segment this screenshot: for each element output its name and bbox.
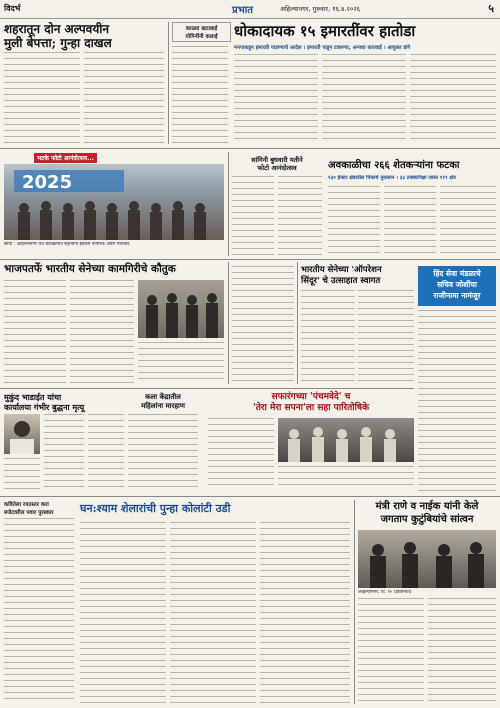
photo-story-tag: भटके फोटो आनंदोत्सव...	[34, 153, 97, 163]
mid-story-headline: सांगिनी बुधवारी मतीने फोटो आनंदोत्सव	[251, 156, 303, 172]
story4-body-col3	[440, 186, 496, 256]
story11-body-col2	[170, 522, 256, 704]
story8-body-col0	[4, 458, 40, 490]
story5-body-col3	[138, 342, 224, 384]
condolence-visit-illustration	[358, 530, 496, 588]
story6-body-col1	[301, 290, 355, 384]
story3-body-col2	[322, 54, 406, 144]
story5-body-col1	[4, 280, 66, 384]
page-header	[0, 0, 500, 19]
story9-body	[128, 414, 198, 490]
section-divider	[0, 148, 500, 149]
story11-headline: घन:श्याम शेलारांची पुन्हा कोलांटी उडी	[80, 502, 231, 515]
story1-headline: शहरातून दोन अल्पवयीन मुली बेपत्ता; गुन्हा दाखल	[4, 22, 112, 50]
event-photo	[4, 164, 224, 240]
column-divider	[297, 262, 298, 384]
person-portrait-illustration	[4, 414, 40, 454]
story5-body-col2	[70, 280, 134, 384]
stage-group-illustration	[278, 418, 414, 462]
photo-caption: छाया : अहिल्यानगर येथे कार्यक्रमात सहभागी झालेले नागरिक आणि मान्यवर.	[4, 242, 131, 247]
story11-body-col3	[260, 522, 350, 704]
story11-kicker-block: कवितेला रयतस्तर करा बजेटवरील पवार पुरस्कार	[4, 502, 54, 516]
story10-headline: सफारंगच्या 'पंचमवेदे' च 'तेरा मेरा सपना'ला सहा पारितोषिके	[252, 392, 370, 413]
section-divider	[0, 388, 414, 389]
story12-body-col1	[358, 598, 424, 704]
portrait-photo	[4, 414, 40, 454]
story4-headline: अवकाळीचा २६६ शेतकऱ्यांना फटका	[328, 160, 460, 171]
story7-headline-box: हिंद सेवा मंडळाचे सचिव जोशींचा राजीनामा नामंजूर	[418, 266, 496, 306]
story12-headline: मंत्री राणे व नाईक यांनी केले जगताप कुटुंबियांचे सांत्वन	[375, 501, 479, 525]
story4-body-col2	[384, 186, 436, 256]
story1-body-col1	[4, 52, 80, 144]
story5-photo	[138, 280, 224, 338]
svg-text:2025: 2025	[22, 172, 73, 193]
column-divider	[228, 152, 229, 256]
story2-body	[172, 46, 228, 144]
story8-body-col2	[88, 414, 124, 490]
story2-kicker: काळ्या खटाबाई योगिनींनी कलाई	[172, 22, 231, 42]
newspaper-brand: प्रभात	[232, 5, 254, 16]
column-divider	[354, 500, 355, 704]
story7-body	[418, 310, 496, 492]
section-label: विदर्भ	[4, 4, 21, 13]
story11-body-col1	[80, 522, 166, 704]
story10-body-col1	[208, 418, 274, 490]
story5-headline: भाजपतर्फे भारतीय सेनेच्या कामगिरीचे कौतुक	[4, 263, 176, 275]
story8-headline: मुकुंद भाडाईत यांचा कार्यालया गंभीर बुद्धना मृत्यू	[4, 392, 85, 412]
story3-headline: धोकादायक १५ इमारतींवर हातोडा	[234, 22, 416, 40]
story12-photo	[358, 530, 496, 588]
story3-subheadline: मनपाकडून इमारती पाडण्याचे आदेश । इमारती पाडून टाकण्या, अन्यथा कारवाई । आयुक्त डांगे	[234, 45, 411, 51]
column-divider	[168, 22, 169, 144]
section-divider	[0, 496, 500, 497]
group-photo-illustration	[138, 280, 224, 338]
story6-body-col2	[358, 290, 414, 384]
page-number: ५	[488, 2, 494, 15]
story11-body-col0	[4, 518, 74, 704]
story12-body-col2	[428, 598, 496, 704]
story4-body-col1	[328, 186, 380, 256]
story10-photo	[278, 418, 414, 462]
story3-body-col3	[410, 54, 496, 144]
story9-headline: कला केंद्रातील महिलांना मारहाण	[141, 392, 185, 410]
story4-subheadline: १३० हेक्टर क्षेत्रातील पिकाचे नुकसान । ३३ टक्क्यांपेक्षा जास्त ११९ क्षेत्र	[328, 175, 456, 181]
continuation-body	[232, 266, 294, 384]
issue-date: अहिल्यानगर, गुरुवार, १६.४.२०२६	[280, 5, 361, 13]
section-divider	[0, 259, 500, 260]
story3-body-col1	[234, 54, 318, 144]
story8-body-col1	[44, 414, 84, 490]
crowd-photo-illustration	[4, 164, 224, 240]
story6-headline: भारतीय सेनेच्या 'ऑपरेशन सिंदूर' चे उत्साहात स्वागत	[301, 265, 382, 286]
story12-byline: अहिल्यानगर, दि. १५ (प्रतिनिधी)	[358, 590, 412, 595]
story1-body-col2	[84, 52, 164, 144]
story10-body-col2	[278, 466, 414, 490]
mid-story-body-col1	[232, 176, 274, 256]
mid-story-body-col2	[278, 176, 322, 256]
column-divider	[228, 262, 229, 384]
